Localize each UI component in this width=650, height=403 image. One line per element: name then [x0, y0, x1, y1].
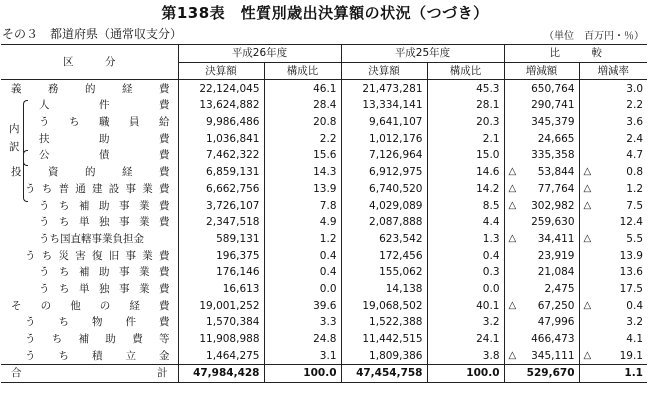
row-label-text: う ち 積 立 金 — [25, 349, 170, 362]
cell-rate — [579, 231, 647, 248]
cell-rate: 13.6 — [579, 264, 647, 281]
cell-v26: 7,462,322 — [178, 147, 264, 164]
cell-diff: 259,630 — [504, 214, 579, 231]
expenditure-table — [1, 44, 647, 383]
row-label — [1, 231, 178, 248]
cell-v26: 3,726,107 — [178, 197, 264, 214]
cell-diff: 23,919 — [504, 247, 579, 264]
cell-diff-value: 53,844 — [537, 166, 575, 179]
cell-c25: 15.0 — [427, 147, 504, 164]
row-label — [1, 264, 178, 281]
cell-v26: 196,375 — [178, 247, 264, 264]
table-row — [1, 80, 647, 97]
cell-rate — [579, 297, 647, 314]
cell-c25: 28.1 — [427, 97, 504, 114]
cell-rate — [579, 347, 647, 364]
table-row — [1, 147, 647, 164]
cell-v25: 1,809,386 — [341, 347, 427, 364]
cell-v25: 9,641,107 — [341, 114, 427, 131]
cell-rate — [579, 197, 647, 214]
cell-rate-value: 0.8 — [626, 166, 643, 179]
cell-v25: 6,740,520 — [341, 181, 427, 198]
total-v25: 47,454,758 — [341, 365, 427, 383]
header-zogenritsu: 増減率 — [579, 62, 647, 80]
total-row — [1, 365, 647, 383]
cell-c25: 0.0 — [427, 281, 504, 298]
cell-rate: 2.2 — [579, 97, 647, 114]
cell-v25: 1,012,176 — [341, 130, 427, 147]
total-v26: 47,984,428 — [178, 365, 264, 383]
row-label-text: 人 件 費 — [39, 99, 170, 112]
table-row — [1, 114, 647, 131]
cell-c25: 0.3 — [427, 264, 504, 281]
table-subtitle: その３ 都道府県（通常収支分） — [2, 27, 183, 41]
row-label-text: う ち 単 独 事 業 費 — [39, 282, 170, 295]
cell-v26: 176,146 — [178, 264, 264, 281]
negative-mark: △ — [508, 199, 517, 211]
header-kosei-25: 構成比 — [427, 62, 504, 80]
cell-v26: 589,131 — [178, 231, 264, 248]
cell-c26: 24.8 — [264, 331, 341, 348]
table-row — [1, 231, 647, 248]
cell-v26: 1,464,275 — [178, 347, 264, 364]
cell-diff: 466,473 — [504, 331, 579, 348]
row-label-text: う ち 補 助 費 等 — [25, 333, 170, 346]
cell-c26: 15.6 — [264, 147, 341, 164]
cell-c26: 0.0 — [264, 281, 341, 298]
cell-v25: 4,029,089 — [341, 197, 427, 214]
cell-diff-value: 67,250 — [537, 299, 575, 312]
negative-mark: △ — [583, 349, 592, 361]
table-row — [1, 297, 647, 314]
row-label-text: う ち 職 員 給 — [39, 116, 170, 129]
total-label — [1, 365, 178, 383]
table-row — [1, 197, 647, 214]
cell-v25: 13,334,141 — [341, 97, 427, 114]
row-label — [1, 80, 178, 97]
cell-v25: 21,473,281 — [341, 80, 427, 97]
cell-c26: 3.1 — [264, 347, 341, 364]
cell-v26: 11,908,988 — [178, 331, 264, 348]
negative-mark: △ — [508, 349, 517, 361]
cell-diff — [504, 181, 579, 198]
cell-c26: 46.1 — [264, 80, 341, 97]
cell-rate: 3.2 — [579, 314, 647, 331]
cell-diff — [504, 197, 579, 214]
negative-mark: △ — [583, 232, 592, 244]
cell-v25: 11,442,515 — [341, 331, 427, 348]
cell-c26: 3.3 — [264, 314, 341, 331]
cell-rate: 12.4 — [579, 214, 647, 231]
row-label-text: う ち 単 独 事 業 費 — [39, 216, 170, 229]
row-label — [1, 281, 178, 298]
unit-label: （単位 百万円・％） — [544, 31, 644, 42]
cell-c26: 20.8 — [264, 114, 341, 131]
header-compare: 比 較 — [504, 45, 647, 63]
row-label-text: うち国直轄事業負担金 — [39, 232, 144, 245]
cell-rate: 2.4 — [579, 130, 647, 147]
cell-c25: 0.4 — [427, 247, 504, 264]
cell-rate — [579, 164, 647, 181]
cell-rate: 4.7 — [579, 147, 647, 164]
cell-c26: 14.3 — [264, 164, 341, 181]
header-kosei-26: 構成比 — [264, 62, 341, 80]
negative-mark: △ — [583, 182, 592, 194]
cell-diff: 345,379 — [504, 114, 579, 131]
cell-v25: 2,087,888 — [341, 214, 427, 231]
cell-v25: 155,062 — [341, 264, 427, 281]
cell-v25: 623,542 — [341, 231, 427, 248]
row-label-text: う ち 災 害 復 旧 事 業 費 — [25, 249, 170, 262]
cell-rate-value: 19.1 — [619, 349, 643, 362]
page-title: 第138表 性質別歳出決算額の状況（つづき） — [161, 4, 489, 22]
cell-c26: 0.4 — [264, 264, 341, 281]
table-row — [1, 97, 647, 114]
negative-mark: △ — [583, 299, 592, 311]
header-h26: 平成26年度 — [178, 45, 341, 63]
cell-v26: 22,124,045 — [178, 80, 264, 97]
cell-v26: 1,036,841 — [178, 130, 264, 147]
cell-diff — [504, 231, 579, 248]
cell-diff-value: 34,411 — [537, 232, 575, 245]
row-label-text: 投 資 的 経 費 — [11, 166, 170, 179]
cell-v25: 7,126,964 — [341, 147, 427, 164]
cell-v25: 6,912,975 — [341, 164, 427, 181]
table-row — [1, 331, 647, 348]
cell-v26: 2,347,518 — [178, 214, 264, 231]
cell-c25: 4.4 — [427, 214, 504, 231]
cell-c26: 13.9 — [264, 181, 341, 198]
row-label — [1, 247, 178, 264]
row-label — [1, 331, 178, 348]
cell-c25: 24.1 — [427, 331, 504, 348]
cell-c25: 1.3 — [427, 231, 504, 248]
cell-c25: 3.8 — [427, 347, 504, 364]
header-kessan-25: 決算額 — [341, 62, 427, 80]
cell-v26: 6,859,131 — [178, 164, 264, 181]
cell-c25: 20.3 — [427, 114, 504, 131]
header-kessan-26: 決算額 — [178, 62, 264, 80]
cell-c25: 14.6 — [427, 164, 504, 181]
negative-mark: △ — [583, 199, 592, 211]
cell-c25: 3.2 — [427, 314, 504, 331]
table-row — [1, 314, 647, 331]
cell-v25: 1,522,388 — [341, 314, 427, 331]
cell-c26: 1.2 — [264, 231, 341, 248]
cell-diff: 650,764 — [504, 80, 579, 97]
row-label-text: そ の 他 の 経 費 — [11, 299, 170, 312]
cell-v26: 19,001,252 — [178, 297, 264, 314]
cell-c25: 40.1 — [427, 297, 504, 314]
cell-rate: 13.9 — [579, 247, 647, 264]
cell-diff: 47,996 — [504, 314, 579, 331]
row-label-text: う ち 補 助 事 業 費 — [39, 266, 170, 279]
cell-rate: 4.1 — [579, 331, 647, 348]
table-row — [1, 247, 647, 264]
header-row-1 — [1, 45, 647, 63]
row-label-text: 公 債 費 — [39, 149, 170, 162]
header-h25: 平成25年度 — [341, 45, 504, 63]
cell-diff-value: 77,764 — [537, 182, 575, 195]
total-c26: 100.0 — [264, 365, 341, 383]
cell-c26: 28.4 — [264, 97, 341, 114]
table-row — [1, 264, 647, 281]
total-c25: 100.0 — [427, 365, 504, 383]
cell-diff: 2,475 — [504, 281, 579, 298]
cell-v25: 19,068,502 — [341, 297, 427, 314]
cell-rate: 17.5 — [579, 281, 647, 298]
cell-v26: 6,662,756 — [178, 181, 264, 198]
cell-rate-value: 5.5 — [626, 232, 643, 245]
total-label-right: 計 — [157, 367, 168, 380]
cell-diff: 24,665 — [504, 130, 579, 147]
table-row — [1, 281, 647, 298]
negative-mark: △ — [583, 166, 592, 178]
row-label-text: 義 務 的 経 費 — [11, 82, 170, 95]
cell-v26: 1,570,384 — [178, 314, 264, 331]
cell-c26: 0.4 — [264, 247, 341, 264]
negative-mark: △ — [508, 299, 517, 311]
cell-c26: 2.2 — [264, 130, 341, 147]
negative-mark: △ — [508, 182, 517, 194]
cell-c25: 45.3 — [427, 80, 504, 97]
row-label-text: 扶 助 費 — [39, 132, 170, 145]
cell-rate: 3.6 — [579, 114, 647, 131]
row-label-text: う ち 普 通 建 設 事 業 費 — [25, 182, 170, 195]
cell-v26: 13,624,882 — [178, 97, 264, 114]
table-row — [1, 347, 647, 364]
header-category: 区 分 — [1, 45, 178, 80]
breakdown-bracket — [23, 150, 28, 202]
table-row — [1, 181, 647, 198]
total-label-left: 合 — [11, 367, 22, 380]
cell-diff: 290,741 — [504, 97, 579, 114]
header-zogen: 増減額 — [504, 62, 579, 80]
table-row — [1, 214, 647, 231]
cell-c25: 14.2 — [427, 181, 504, 198]
cell-diff — [504, 347, 579, 364]
total-diff: 529,670 — [504, 365, 579, 383]
cell-v26: 16,613 — [178, 281, 264, 298]
cell-rate-value: 1.2 — [626, 182, 643, 195]
row-label-text: う ち 物 件 費 — [25, 316, 170, 329]
cell-c26: 4.9 — [264, 214, 341, 231]
total-rate: 1.1 — [579, 365, 647, 383]
cell-diff: 335,358 — [504, 147, 579, 164]
row-label — [1, 214, 178, 231]
negative-mark: △ — [508, 232, 517, 244]
table-row — [1, 164, 647, 181]
cell-v26: 9,986,486 — [178, 114, 264, 131]
side-label-bottom: 訳 — [9, 141, 20, 153]
cell-rate-value: 7.5 — [626, 199, 643, 212]
cell-diff-value: 345,111 — [531, 349, 575, 362]
table-row — [1, 130, 647, 147]
cell-c25: 2.1 — [427, 130, 504, 147]
cell-v25: 172,456 — [341, 247, 427, 264]
cell-diff — [504, 164, 579, 181]
cell-diff: 21,084 — [504, 264, 579, 281]
row-label — [1, 297, 178, 314]
cell-rate — [579, 181, 647, 198]
negative-mark: △ — [508, 166, 517, 178]
cell-rate: 3.0 — [579, 80, 647, 97]
cell-diff — [504, 297, 579, 314]
cell-c26: 39.6 — [264, 297, 341, 314]
cell-v25: 14,138 — [341, 281, 427, 298]
cell-c26: 7.8 — [264, 197, 341, 214]
row-label — [1, 314, 178, 331]
side-label-top: 内 — [9, 123, 20, 135]
row-label-text: う ち 補 助 事 業 費 — [39, 199, 170, 212]
cell-rate-value: 0.4 — [626, 299, 643, 312]
cell-diff-value: 302,982 — [531, 199, 575, 212]
row-label — [1, 347, 178, 364]
cell-c25: 8.5 — [427, 197, 504, 214]
